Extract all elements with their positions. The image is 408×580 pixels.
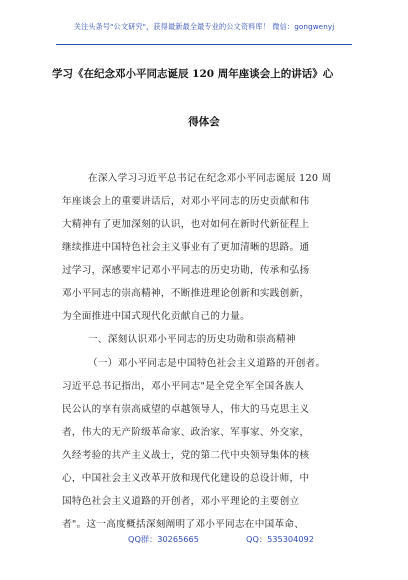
body-line: 国特色社会主义道路的开创者，邓小平理论的主要创立 [62,496,300,507]
header-banner: 关注头条号"公文研究"，获得最新最全最专业的公文资料库！ 微信：gongwenyj [73,22,335,31]
header-rule [56,44,352,45]
body-line: 者"。这一高度概括深刻阐明了邓小平同志在中国革命、 [62,519,305,530]
document-title-line-2: 得体会 [188,116,220,128]
body-line: 在深入学习习近平总书记在纪念邓小平同志诞辰 120 周 [88,173,332,184]
body-line: 年座谈会上的重要讲话后，对邓小平同志的历史贡献和伟 [62,196,310,207]
body-line: 久经考验的共产主义战士，党的第二代中央领导集体的核 [62,450,310,461]
document-title-line-1: 学习《在纪念邓小平同志诞辰 120 周年座谈会上的讲话》心 [52,68,334,80]
body-line: 继续推进中国特色社会主义事业有了更加清晰的思路。通 [62,242,310,253]
subsection-heading: （一）邓小平同志是中国特色社会主义道路的开创者。 [88,358,326,369]
footer-qq: QQ：535304092 [246,534,314,544]
section-heading: 一、深刻认识邓小平同志的历史功勋和崇高精神 [88,334,296,345]
body-line: 邓小平同志的崇高精神，不断推进理论创新和实践创新， [62,288,310,299]
body-line: 者，伟大的无产阶级革命家、政治家、军事家、外交家， [62,427,310,438]
body-line: 大精神有了更加深刻的认识，也对如何在新时代新征程上 [62,219,310,230]
body-line: 民公认的享有崇高威望的卓越领导人，伟大的马克思主义 [62,404,310,415]
body-line: 心，中国社会主义改革开放和现代化建设的总设计师，中 [62,473,310,484]
body-line: 习近平总书记指出，邓小平同志"是全党全军全国各族人 [62,381,305,392]
body-line: 为全面推进中国式现代化贡献自己的力量。 [62,311,250,322]
body-line: 过学习，深感要牢记邓小平同志的历史功勋，传承和弘扬 [62,265,310,276]
footer-qq-group: QQ群：30265665 [128,534,199,544]
